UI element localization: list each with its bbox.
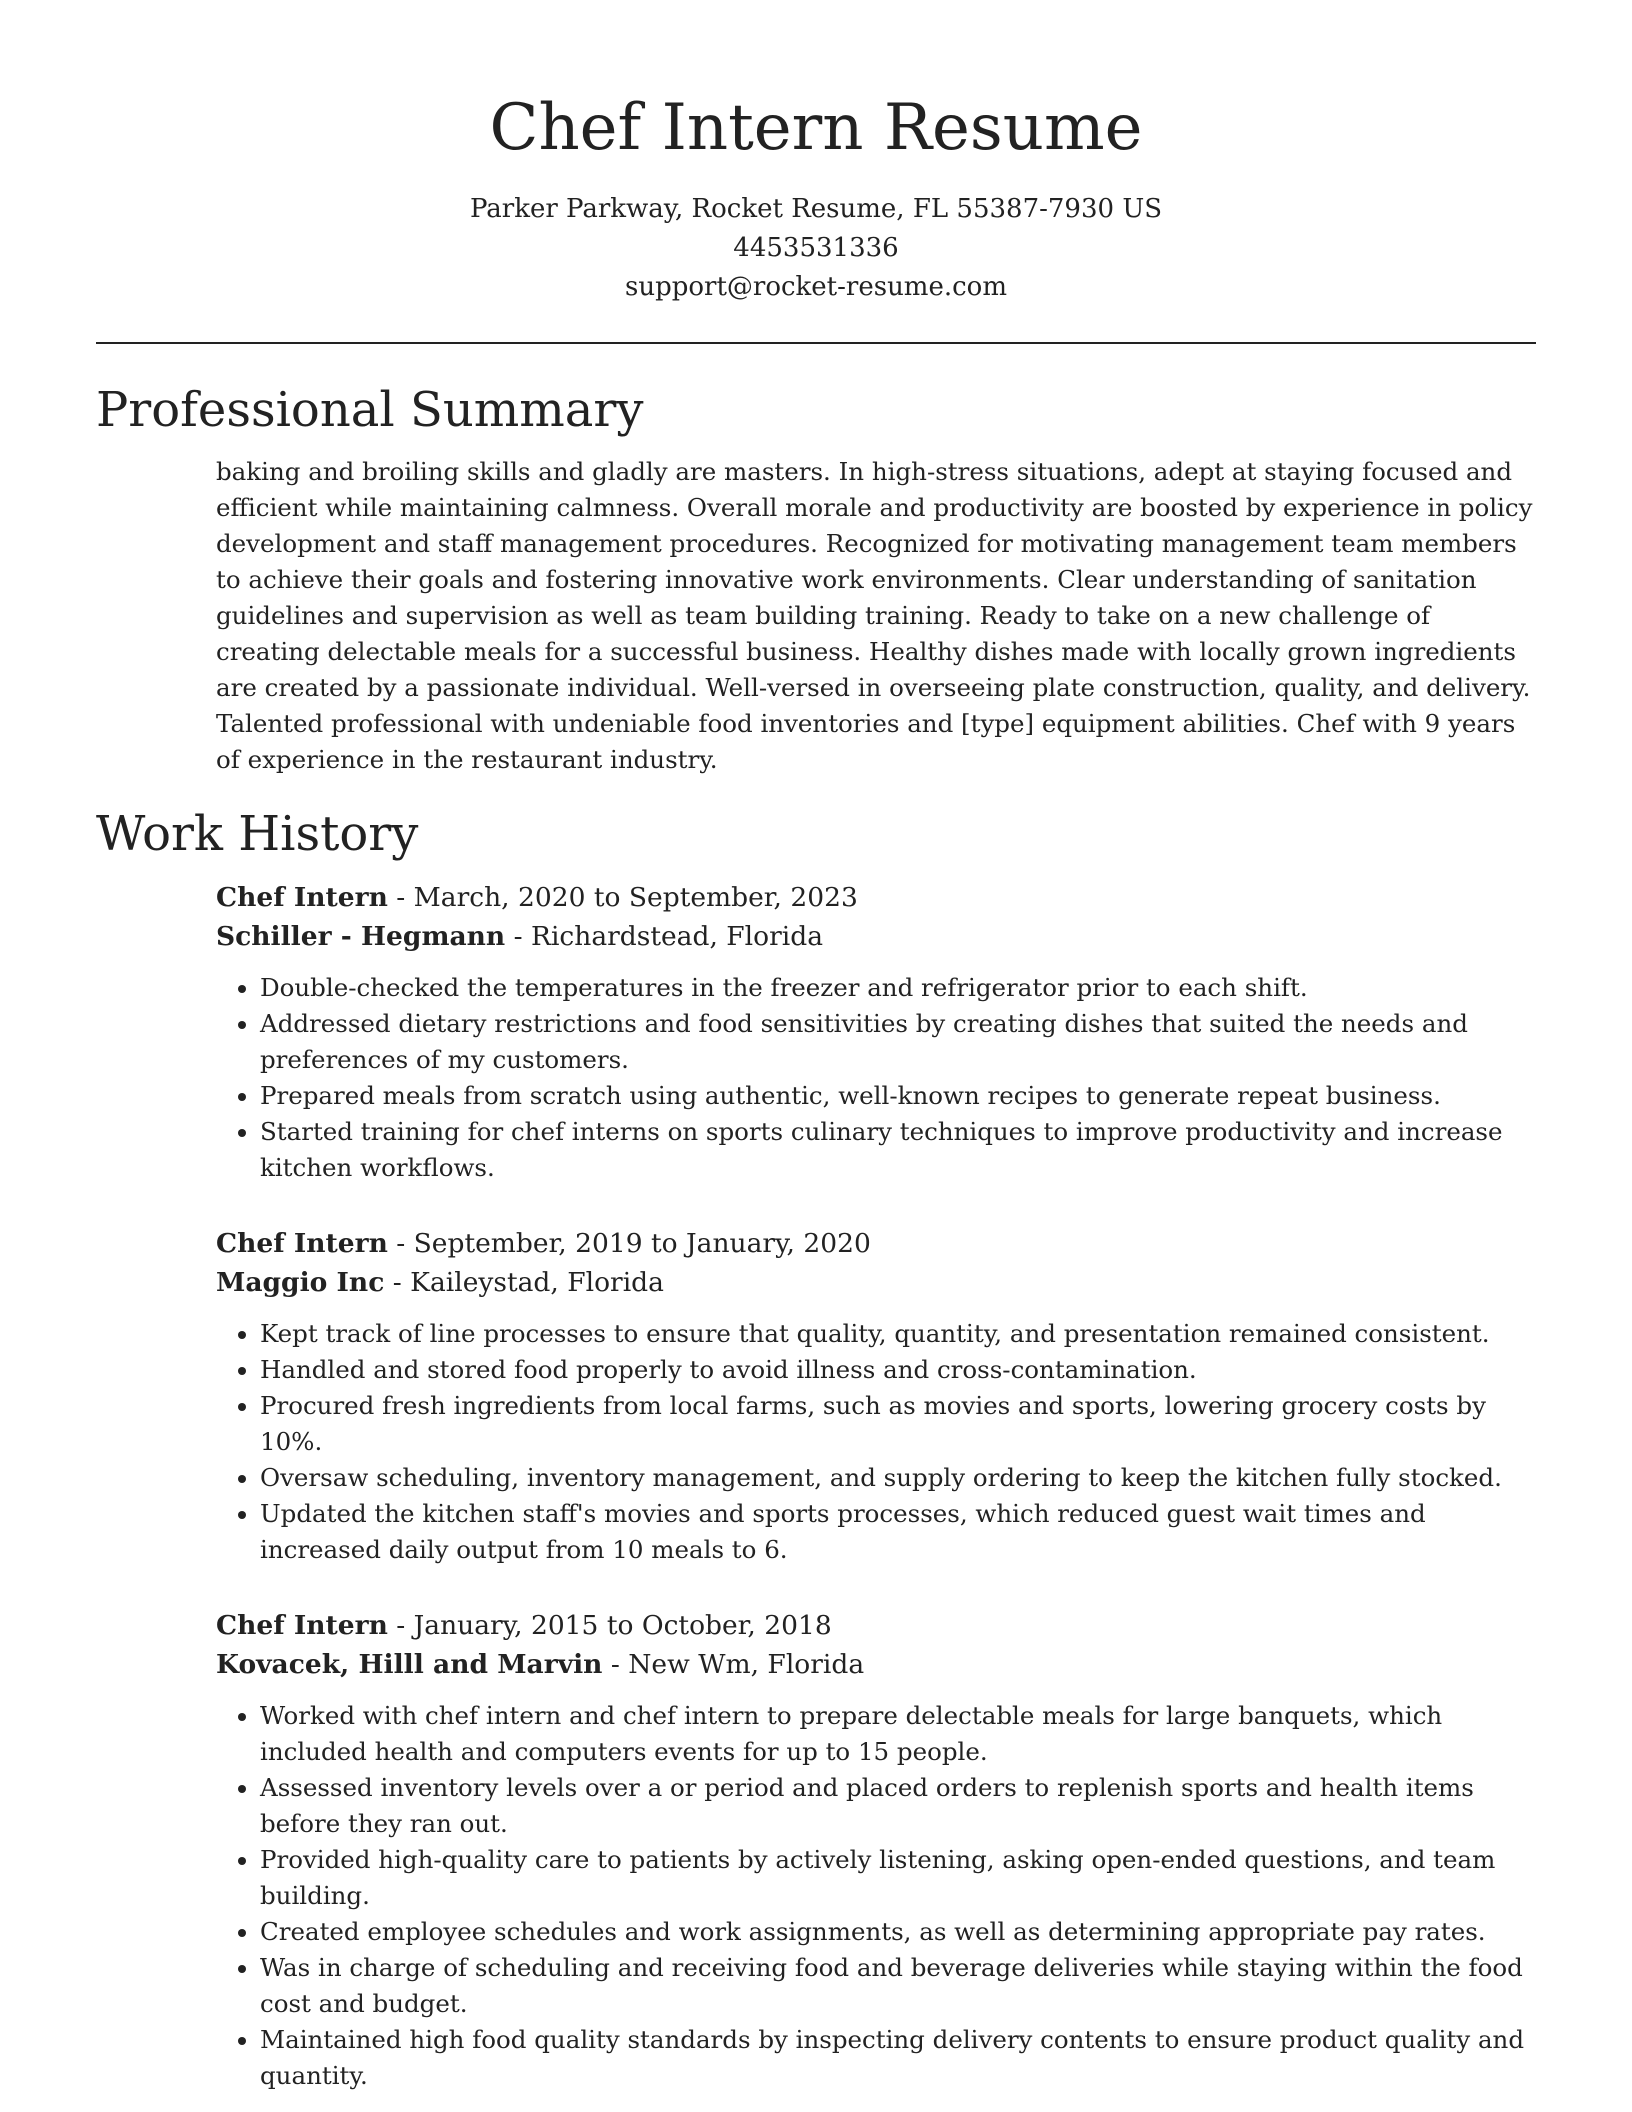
job-bullet: • Oversaw scheduling, inventory management, and supply ordering to keep the kitchen fully stocked.	[260, 1460, 1536, 1496]
job-bullet: • Provided high-quality care to patients by actively listening, asking open-ended questions, and team building.	[260, 1842, 1536, 1914]
job-title-line	[216, 878, 1536, 917]
job-bullet: • Double-checked the temperatures in the freezer and refrigerator prior to each shift.	[260, 970, 1536, 1006]
job-location: - Richardstead, Florida	[505, 921, 824, 952]
job-company-line	[216, 917, 1536, 956]
job-bullets	[216, 970, 1536, 1186]
job-location: - New Wm, Florida	[602, 1649, 865, 1680]
job-entry	[216, 1224, 1536, 1568]
job-bullet: • Created employee schedules and work assignments, as well as determining appropriate pay rates.	[260, 1914, 1536, 1950]
job-company: Kovacek, Hilll and Marvin	[216, 1649, 603, 1680]
job-bullet: • Procured fresh ingredients from local farms, such as movies and sports, lowering grocery costs by 10%.	[260, 1388, 1536, 1460]
job-company-line	[216, 1263, 1536, 1302]
job-bullet: • Assessed inventory levels over a or period and placed orders to replenish sports and health items before they ran out.	[260, 1770, 1536, 1842]
job-company: Maggio Inc	[216, 1267, 385, 1298]
job-title-line	[216, 1224, 1536, 1263]
contact-email: support@rocket-resume.com	[624, 272, 1007, 302]
job-bullet: • Handled and stored food properly to avoid illness and cross-contamination.	[260, 1352, 1536, 1388]
job-title: Chef Intern	[216, 1610, 388, 1641]
job-bullet: • Started training for chef interns on sports culinary techniques to improve productivity and increase kitchen workflows.	[260, 1114, 1536, 1186]
job-dates: - January, 2015 to October, 2018	[387, 1610, 832, 1641]
resume-header	[0, 0, 1632, 307]
job-bullets	[216, 1698, 1536, 2094]
job-bullet: • Worked with chef intern and chef intern to prepare delectable meals for large banquets, which included health and computers events for up to 15 people.	[260, 1698, 1536, 1770]
contact-block	[0, 190, 1632, 307]
job-title: Chef Intern	[216, 1228, 388, 1259]
job-bullet: • Was in charge of scheduling and receiving food and beverage deliveries while staying within the food cost and budget.	[260, 1950, 1536, 2022]
job-dates: - March, 2020 to September, 2023	[387, 882, 858, 913]
job-bullet: • Kept track of line processes to ensure that quality, quantity, and presentation remained consistent.	[260, 1316, 1536, 1352]
job-entry	[216, 878, 1536, 1186]
job-bullets	[216, 1316, 1536, 1568]
job-entry	[216, 1606, 1536, 2094]
work-history-list	[216, 878, 1536, 2094]
job-title-line	[216, 1606, 1536, 1645]
summary-text: baking and broiling skills and gladly are masters. In high-stress situations, adept at staying focused and efficient while maintaining calmness. Overall morale and productivity are boosted by experience in policy development and staff management procedures. Recognized for motivating management team members to achieve their goals and fostering innovative work environments. Clear understanding of sanitation guidelines and supervision as well as team building training. Ready to take on a new challenge of creating delectable meals for a successful business. Healthy dishes made with locally grown ingredients are created by a passionate individual. Well-versed in overseeing plate construction, quality, and delivery. Talented professional with undeniable food inventories and [type] equipment abilities. Chef with 9 years of experience in the restaurant industry.	[216, 457, 1533, 774]
job-location: - Kaileystad, Florida	[384, 1267, 664, 1298]
contact-phone: 4453531336	[733, 233, 899, 263]
contact-address: Parker Parkway, Rocket Resume, FL 55387-7930 US	[469, 194, 1163, 224]
work-history-heading: Work History	[96, 806, 419, 862]
summary-heading: Professional Summary	[96, 382, 644, 438]
resume-title: Chef Intern Resume	[489, 91, 1143, 165]
job-title: Chef Intern	[216, 882, 388, 913]
job-bullet: • Prepared meals from scratch using authentic, well-known recipes to generate repeat business.	[260, 1078, 1536, 1114]
job-company-line	[216, 1645, 1536, 1684]
job-bullet: • Updated the kitchen staff's movies and sports processes, which reduced guest wait times and increased daily output from 10 meals to 6.	[260, 1496, 1536, 1568]
job-bullet: • Maintained high food quality standards by inspecting delivery contents to ensure product quality and quantity.	[260, 2022, 1536, 2094]
job-dates: - September, 2019 to January, 2020	[387, 1228, 871, 1259]
job-bullet: • Addressed dietary restrictions and food sensitivities by creating dishes that suited the needs and preferences of my customers.	[260, 1006, 1536, 1078]
header-divider	[96, 342, 1536, 344]
job-company: Schiller - Hegmann	[216, 921, 506, 952]
